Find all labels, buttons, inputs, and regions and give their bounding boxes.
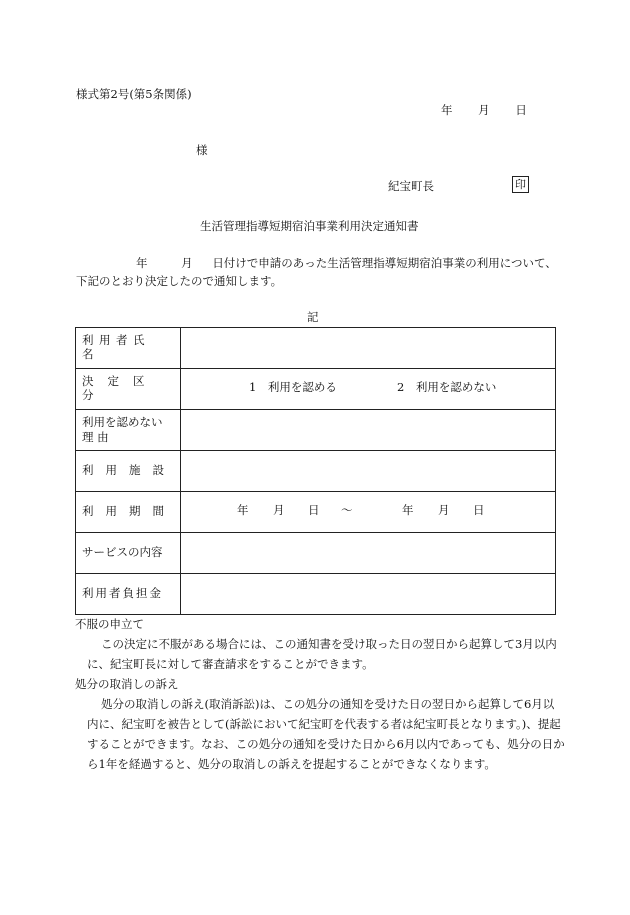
label-period bbox=[76, 492, 181, 533]
label-period-text: 利用期間 bbox=[82, 504, 176, 519]
appeal-notes bbox=[75, 614, 565, 774]
period-from-day: 日 bbox=[308, 503, 320, 517]
value-service bbox=[181, 533, 556, 574]
seal-mark: 印 bbox=[512, 176, 529, 193]
table-row bbox=[76, 574, 556, 615]
intro-month: 月 bbox=[181, 256, 193, 270]
objection-heading: 不服の申立て bbox=[75, 617, 144, 631]
intro-rest: 日付けで申請のあった生活管理指導短期宿泊事業の利用について、 bbox=[212, 256, 557, 270]
value-period bbox=[181, 492, 556, 533]
period-from-year: 年 bbox=[237, 503, 249, 517]
decision-option-approve: 1 利用を認める bbox=[249, 380, 337, 394]
addressee-suffix: 様 bbox=[196, 143, 208, 157]
label-facility bbox=[76, 451, 181, 492]
period-to-month: 月 bbox=[438, 503, 450, 517]
revocation-text: 処分の取消しの訴え(取消訴訟)は、この処分の通知を受けた日の翌日から起算して6月以内に、紀宝町を被告として(訴訟において紀宝町を代表する者は紀宝町長となります。)、提起することができます。なお、この処分の通知を受けた日から6月以内であっても、処分の日から1年を経過すると、処分の取消しの訴えを提起することができなくなります。 bbox=[87, 697, 565, 771]
table-row bbox=[76, 533, 556, 574]
issue-date-day: 日 bbox=[515, 103, 527, 117]
table-row bbox=[76, 328, 556, 369]
table-row bbox=[76, 410, 556, 451]
issue-date bbox=[441, 104, 527, 118]
label-decision bbox=[76, 369, 181, 410]
revocation-heading: 処分の取消しの訴え bbox=[75, 677, 179, 691]
label-service bbox=[76, 533, 181, 574]
intro-line-1 bbox=[136, 257, 557, 271]
intro-line-2: 下記のとおり決定したので通知します。 bbox=[76, 274, 283, 288]
ki-label: 記 bbox=[307, 310, 319, 324]
decision-option-deny: 2 利用を認めない bbox=[397, 380, 497, 394]
label-reason-line-2: 理 由 bbox=[82, 430, 109, 444]
value-user-name bbox=[181, 328, 556, 369]
sender-name: 紀宝町長 bbox=[388, 179, 434, 193]
table-row bbox=[76, 369, 556, 410]
table-row bbox=[76, 451, 556, 492]
label-burden-text: 利用者負担金 bbox=[82, 586, 163, 601]
document-title: 生活管理指導短期宿泊事業利用決定通知書 bbox=[200, 219, 419, 233]
label-user-name bbox=[76, 328, 181, 369]
decision-table bbox=[75, 327, 556, 615]
form-number: 様式第2号(第5条関係) bbox=[76, 87, 192, 101]
table-row bbox=[76, 492, 556, 533]
period-to-year: 年 bbox=[402, 503, 414, 517]
value-reason bbox=[181, 410, 556, 451]
issue-date-year: 年 bbox=[441, 103, 453, 117]
label-facility-text: 利用施設 bbox=[82, 463, 176, 478]
period-from-month: 月 bbox=[273, 503, 285, 517]
label-reason bbox=[76, 410, 181, 451]
value-burden bbox=[181, 574, 556, 615]
intro-year: 年 bbox=[136, 256, 148, 270]
period-to-day: 日 bbox=[473, 503, 485, 517]
issue-date-month: 月 bbox=[478, 103, 490, 117]
value-facility bbox=[181, 451, 556, 492]
period-tilde: ～ bbox=[341, 503, 353, 517]
objection-text: この決定に不服がある場合には、この通知書を受け取った日の翌日から起算して3月以内に、紀宝町長に対して審査請求をすることができます。 bbox=[87, 637, 557, 671]
label-user-name-text: 利用者氏名 bbox=[82, 333, 150, 361]
label-decision-text: 決定区分 bbox=[82, 374, 159, 402]
label-burden bbox=[76, 574, 181, 615]
label-service-text: サービスの内容 bbox=[82, 545, 163, 560]
value-decision bbox=[181, 369, 556, 410]
label-reason-line-1: 利用を認めない bbox=[82, 415, 163, 429]
